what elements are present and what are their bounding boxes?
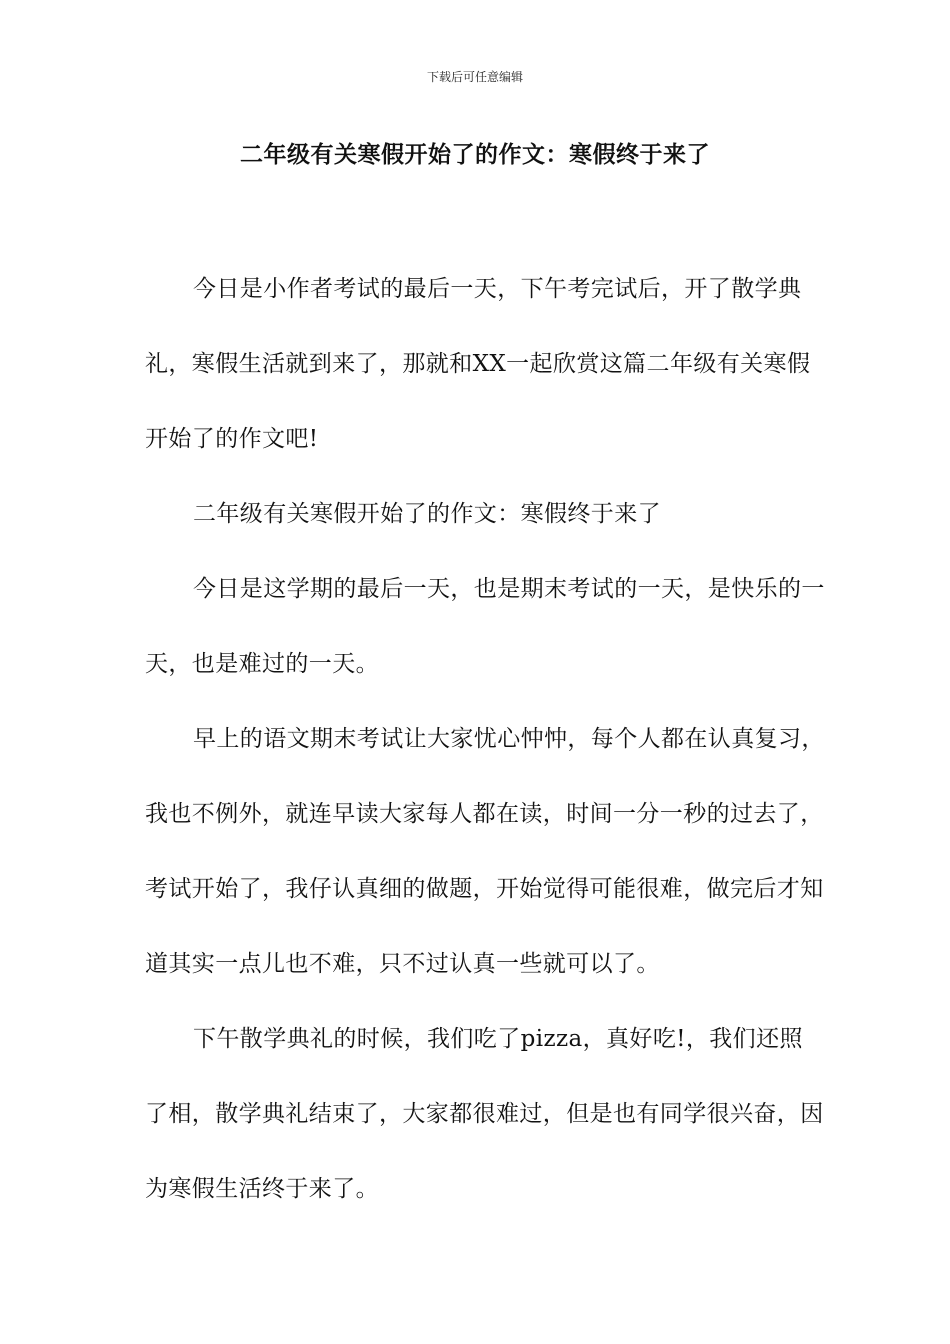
paragraph-afternoon-ceremony: 下午散学典礼的时候，我们吃了pizza，真好吃!，我们还照了相，散学典礼结束了，大家都很难过，但是也有同学很兴奋，因为寒假生活终于来了。 <box>145 1026 824 1202</box>
paragraph-last-day: 今日是这学期的最后一天，也是期末考试的一天，是快乐的一天，也是难过的一天。 <box>145 576 825 677</box>
paragraph-subtitle: 二年级有关寒假开始了的作文：寒假终于来了 <box>193 501 661 527</box>
paragraph-intro: 今日是小作者考试的最后一天，下午考完试后，开了散学典礼，寒假生活就到来了，那就和XX一起欣赏这篇二年级有关寒假开始了的作文吧! <box>145 276 811 452</box>
article-body <box>145 252 825 1227</box>
header-note: 下载后可任意编辑 <box>426 70 523 84</box>
paragraph-morning-exam: 早上的语文期末考试让大家忧心忡忡，每个人都在认真复习，我也不例外，就连早读大家每人都在读，时间一分一秒的过去了，考试开始了，我仔认真细的做题，开始觉得可能很难，做完后才知道其实一点儿也不难，只不过认真一些就可以了。 <box>145 726 825 977</box>
document-title: 二年级有关寒假开始了的作文：寒假终于来了 <box>240 142 710 168</box>
